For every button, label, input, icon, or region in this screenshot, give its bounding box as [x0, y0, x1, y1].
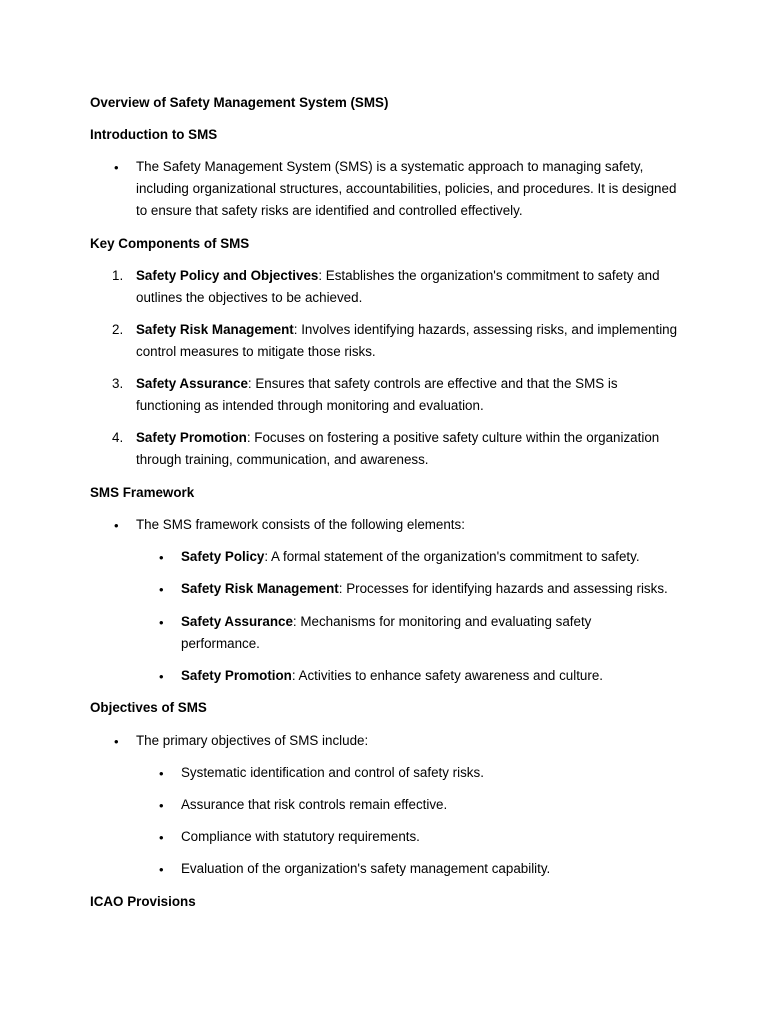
component-text: [136, 427, 681, 471]
bullet-icon: •: [159, 669, 164, 684]
component-description: : Establishes the organization's commitment to safety and outlines the objectives to be achieved.: [136, 268, 660, 305]
framework-element: [181, 578, 681, 600]
bullet-icon: •: [159, 798, 164, 813]
component-term: Safety Promotion: [136, 430, 247, 445]
element-description: : Mechanisms for monitoring and evaluating safety performance.: [181, 614, 592, 651]
element-term: Safety Promotion: [181, 668, 292, 683]
list-number: 1.: [112, 268, 124, 283]
components-heading: Key Components of SMS: [90, 236, 250, 251]
framework-element: [181, 546, 681, 568]
bullet-icon: •: [159, 862, 164, 877]
element-description: : Processes for identifying hazards and assessing risks.: [338, 581, 668, 596]
element-description: : A formal statement of the organization's commitment to safety.: [264, 549, 640, 564]
document-title: Overview of Safety Management System (SMS): [90, 95, 389, 110]
objective-text: Systematic identification and control of safety risks.: [181, 765, 484, 780]
bullet-icon: •: [159, 615, 164, 630]
framework-heading: SMS Framework: [90, 485, 195, 500]
component-term: Safety Risk Management: [136, 322, 294, 337]
component-term: Safety Policy and Objectives: [136, 268, 319, 283]
component-description: : Involves identifying hazards, assessing risks, and implementing control measures to mitigate those risks.: [136, 322, 678, 359]
framework-element: [181, 665, 681, 687]
bullet-icon: •: [159, 582, 164, 597]
bullet-icon: •: [159, 550, 164, 565]
icao-heading: ICAO Provisions: [90, 894, 196, 909]
component-description: : Ensures that safety controls are effective and that the SMS is functioning as intended through monitoring and evaluation.: [136, 376, 618, 413]
intro-text: The Safety Management System (SMS) is a systematic approach to managing safety, including organizational structures, accountabilities, policies, and procedures. It is designed to ensure that safety risks are identified and controlled effectively.: [136, 159, 677, 218]
list-number: 2.: [112, 322, 124, 337]
objectives-heading: Objectives of SMS: [90, 700, 207, 715]
bullet-icon: •: [114, 518, 119, 533]
component-description: : Focuses on fostering a positive safety culture within the organization through training, communication, and awareness.: [136, 430, 660, 467]
bullet-icon: •: [159, 766, 164, 781]
element-term: Safety Assurance: [181, 614, 293, 629]
objective-text: Evaluation of the organization's safety management capability.: [181, 861, 551, 876]
intro-heading: Introduction to SMS: [90, 127, 218, 142]
element-term: Safety Policy: [181, 549, 265, 564]
bullet-icon: •: [114, 734, 119, 749]
framework-lead: The SMS framework consists of the following elements:: [136, 517, 465, 532]
element-description: : Activities to enhance safety awareness and culture.: [291, 668, 603, 683]
bullet-icon: •: [114, 160, 119, 175]
bullet-icon: •: [159, 830, 164, 845]
objectives-lead: The primary objectives of SMS include:: [136, 733, 369, 748]
objective-text: Assurance that risk controls remain effective.: [181, 797, 448, 812]
component-term: Safety Assurance: [136, 376, 248, 391]
component-text: [136, 265, 681, 309]
component-text: [136, 373, 681, 417]
list-number: 3.: [112, 376, 124, 391]
element-term: Safety Risk Management: [181, 581, 339, 596]
framework-element: [181, 611, 621, 655]
component-text: [136, 319, 681, 363]
list-number: 4.: [112, 430, 124, 445]
objective-text: Compliance with statutory requirements.: [181, 829, 420, 844]
